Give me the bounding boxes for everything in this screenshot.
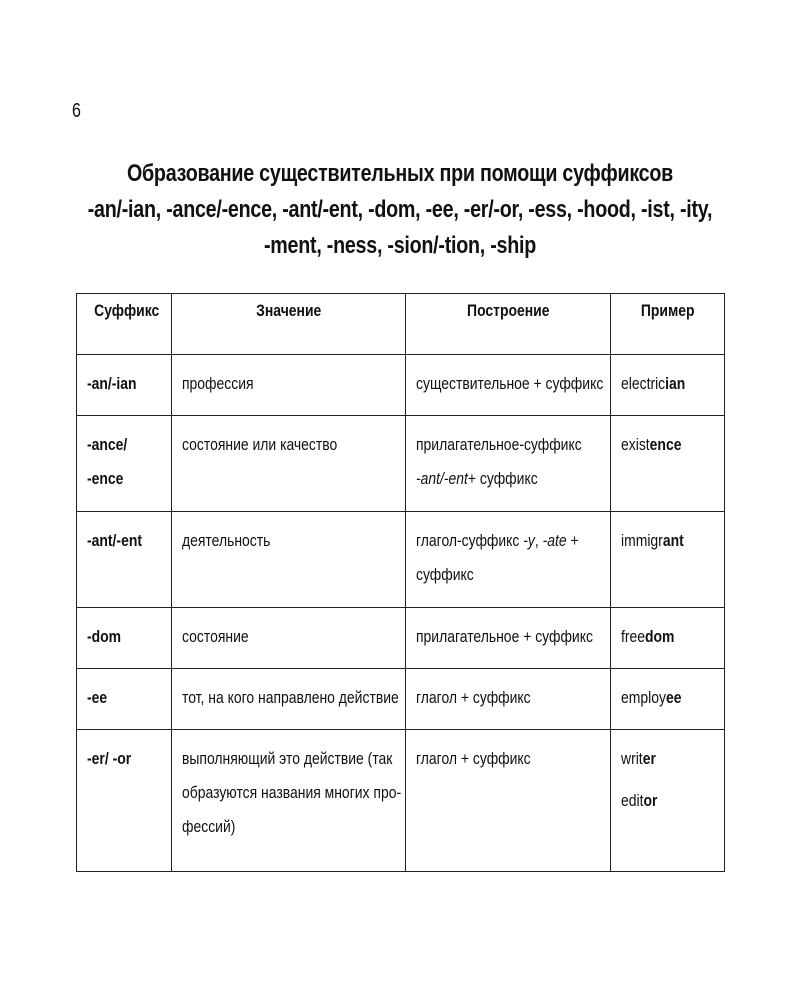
cell-construction: существительное + суффикс <box>406 355 611 416</box>
table-header-row <box>77 294 725 355</box>
cell-meaning: выполняющий это действие (так образуются названия многих про- фессий) <box>172 730 406 872</box>
cell-suffix: -er/ -or <box>77 730 172 872</box>
cell-suffix: -ee <box>77 669 172 730</box>
table-row <box>77 512 725 608</box>
table-row <box>77 608 725 669</box>
page-number: 6 <box>72 100 81 122</box>
cell-example: electrician <box>611 355 725 416</box>
cell-example: freedom <box>611 608 725 669</box>
header-example: Пример <box>611 294 725 355</box>
cell-construction: прилагательное + суффикс <box>406 608 611 669</box>
header-construction: Построение <box>406 294 611 355</box>
page-title <box>0 156 800 264</box>
cell-example: immigrant <box>611 512 725 608</box>
suffix-table <box>76 293 725 872</box>
cell-meaning: деятельность <box>172 512 406 608</box>
title-line-2: -an/-ian, -ance/-ence, -ant/-ent, -dom, -ee, -er/-or, -ess, -hood, -ist, -ity, <box>87 196 713 223</box>
header-suffix: Суффикс <box>77 294 172 355</box>
table-row <box>77 416 725 512</box>
title-line-1: Образование существительных при помощи суффиксов <box>126 160 674 187</box>
cell-meaning: тот, на кого направлено действие <box>172 669 406 730</box>
cell-construction: глагол-суффикс -y, -ate + суффикс <box>406 512 611 608</box>
cell-suffix: -dom <box>77 608 172 669</box>
cell-suffix: -ant/-ent <box>77 512 172 608</box>
cell-example: writer editor <box>611 730 725 872</box>
cell-construction: прилагательное-суффикс -ant/-ent+ суффикс <box>406 416 611 512</box>
cell-suffix: -an/-ian <box>77 355 172 416</box>
cell-construction: глагол + суффикс <box>406 730 611 872</box>
table-row <box>77 730 725 872</box>
header-meaning: Значение <box>172 294 406 355</box>
cell-suffix: -ance/ -ence <box>77 416 172 512</box>
cell-example: employee <box>611 669 725 730</box>
cell-meaning: профессия <box>172 355 406 416</box>
title-line-3: -ment, -ness, -sion/-tion, -ship <box>263 232 537 259</box>
cell-meaning: состояние или качество <box>172 416 406 512</box>
cell-meaning: состояние <box>172 608 406 669</box>
table-row <box>77 669 725 730</box>
table-row <box>77 355 725 416</box>
cell-construction: глагол + суффикс <box>406 669 611 730</box>
cell-example: existence <box>611 416 725 512</box>
